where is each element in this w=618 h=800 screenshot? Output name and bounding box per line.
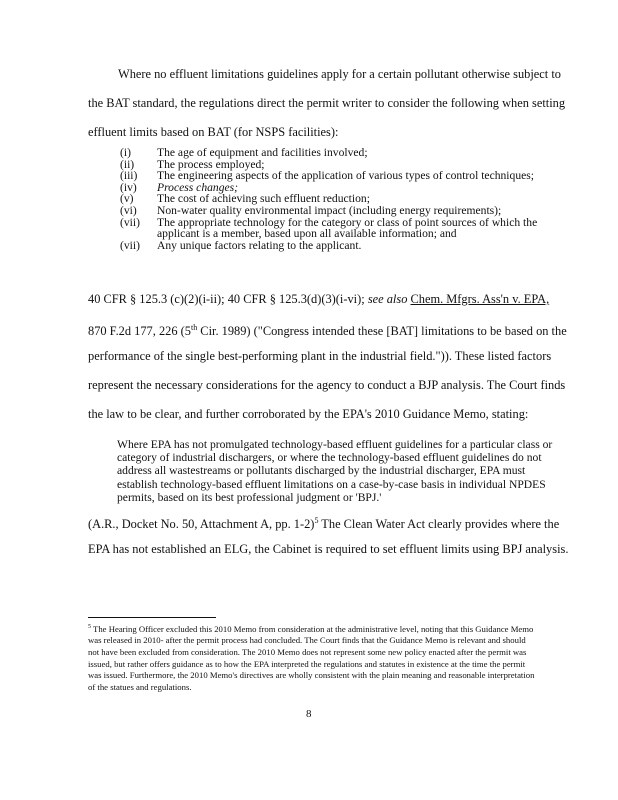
item-number: (i) xyxy=(120,146,131,159)
item-number: (iv) xyxy=(120,180,137,194)
item-text: The age of equipment and facilities involved; xyxy=(157,146,368,159)
item-text: Non-water quality environmental impact (including energy requirements); xyxy=(157,203,502,217)
paragraph-line: EPA has not established an ELG, the Cabinet is required to set effluent limits using BPJ analysis. xyxy=(88,542,569,556)
item-text: Any unique factors relating to the applicant. xyxy=(157,238,362,252)
list-item xyxy=(120,205,560,217)
signal-see-also: see also xyxy=(367,292,408,306)
item-number: (vii) xyxy=(120,238,140,252)
citation-line xyxy=(88,292,549,307)
reporter-citation: 870 F.2d 177, 226 (5 xyxy=(88,324,191,339)
case-name: Chem. Mfgrs. Ass'n v. EPA, xyxy=(410,292,550,306)
item-text: The process employed; xyxy=(157,157,265,171)
footnote xyxy=(88,622,536,693)
paragraph-line: performance of the single best-performing plant in the industrial field.")). These listed factors xyxy=(88,349,552,363)
list-item xyxy=(120,147,560,159)
paragraph-text: The Clean Water Act clearly provides where the xyxy=(318,517,560,532)
item-number: (vi) xyxy=(120,203,137,217)
factor-list xyxy=(120,147,560,251)
footnote-text: The Hearing Officer excluded this 2010 Memo from consideration at the administrative level, noting that this Guidance Memo was released in 2010- after the permit process had concluded. The Court finds that the Guidance Memo is relevant and should not have been excluded from consideration. The 2010 Memo does not represent some new policy enacted after the permit was issued, but rather offers guidance as to how the EPA interpreted the regulations and statutes in existence at the time the permit was issued. Furthermore, the 2010 Memo's directives are wholly consistent with the plain meaning and reasonable interpretation of the statues and regulations. xyxy=(88,623,535,692)
footnote-separator xyxy=(88,617,216,618)
item-number: (vii) xyxy=(120,215,140,229)
parenthetical: Cir. 1989) ("Congress intended these [BAT] limitations to be based on the xyxy=(197,324,567,339)
paragraph-line: the law to be clear, and further corroborated by the EPA's 2010 Guidance Memo, stating: xyxy=(88,407,529,421)
paragraph-line xyxy=(88,513,559,532)
record-citation: (A.R., Docket No. 50, Attachment A, pp. 1-2) xyxy=(88,517,315,532)
footnote-reference: 5 xyxy=(314,516,319,525)
item-number: (ii) xyxy=(120,157,135,171)
list-item xyxy=(120,240,560,252)
item-text: The cost of achieving such effluent reduction; xyxy=(157,192,370,206)
paragraph-line: Where no effluent limitations guidelines apply for a certain pollutant otherwise subject to xyxy=(118,67,561,81)
item-number: (iii) xyxy=(120,169,138,183)
paragraph-line: represent the necessary considerations for the agency to conduct a BJP analysis. The Court finds xyxy=(88,378,566,392)
circuit-superscript: th xyxy=(190,323,198,332)
footnote-marker: 5 xyxy=(88,624,91,630)
paragraph-line: the BAT standard, the regulations direct the permit writer to consider the following when setting xyxy=(88,96,566,110)
item-text: The engineering aspects of the application of various types of control techniques; xyxy=(157,169,535,183)
citation-line xyxy=(88,320,567,339)
item-number: (v) xyxy=(120,192,134,206)
list-item xyxy=(120,217,560,240)
item-text: The appropriate technology for the category or class of point sources of which the applicant is a member, based upon all available information; and xyxy=(157,215,538,241)
page-number: 8 xyxy=(306,708,312,720)
block-quote: Where EPA has not promulgated technology-based effluent guidelines for a particular class or category of industrial dischargers, or where the technology-based effluent guidelines do not address all wastestreams or pollutants discharged by the industrial discharger, EPA must establish technology-based effluent limitations on a case-by-case basis in individual NPDES permits, based on its best professional judgment or 'BPJ.' xyxy=(117,438,553,504)
paragraph-line: effluent limits based on BAT (for NSPS facilities): xyxy=(88,125,339,139)
cfr-citation: 40 CFR § 125.3 (c)(2)(i-ii); 40 CFR § 125.3(d)(3)(i-vi); xyxy=(88,292,365,306)
item-text: Process changes; xyxy=(157,180,239,194)
